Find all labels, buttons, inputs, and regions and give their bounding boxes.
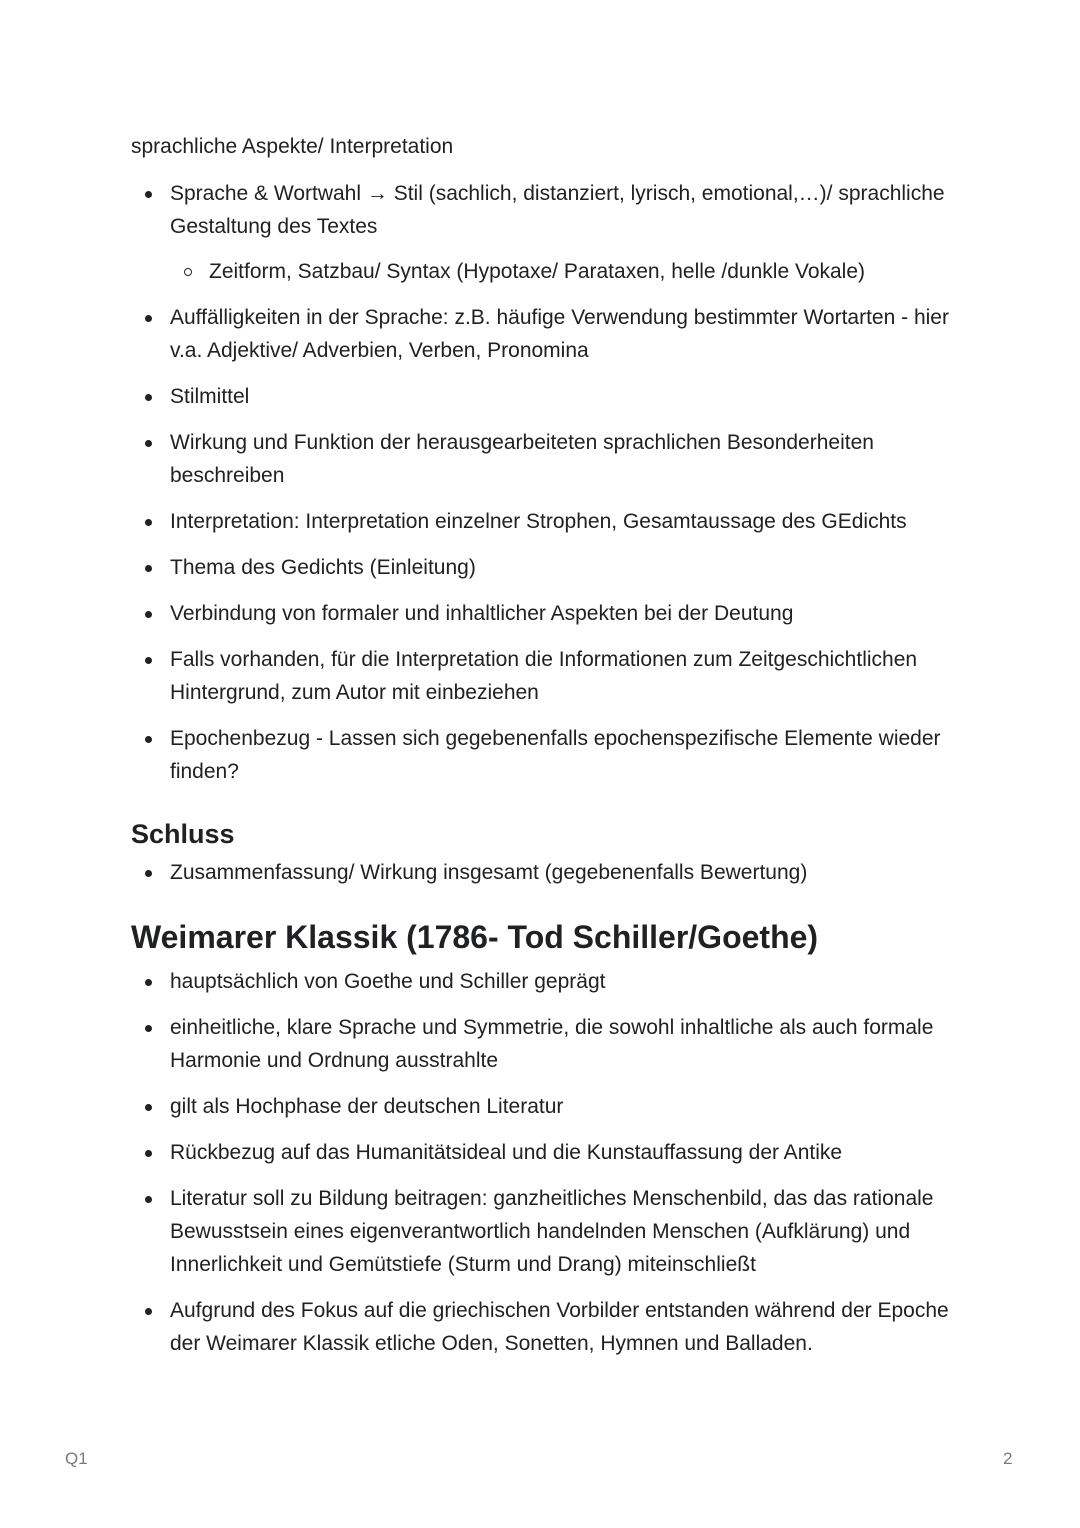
footer-label: Q1 <box>65 1449 88 1468</box>
list-item: Aufgrund des Fokus auf die griechischen Vorbilder entstanden während der Epoche der Weimarer Klassik etliche Oden, Sonetten, Hymnen und Balladen. <box>131 1294 961 1360</box>
schluss-heading: Schluss <box>131 819 235 849</box>
page-number: 2 <box>1003 1449 1013 1468</box>
aspects-list <box>131 177 961 788</box>
schluss-list <box>131 856 961 889</box>
list-item <box>131 177 961 288</box>
list-item: Wirkung und Funktion der herausgearbeiteten sprachlichen Besonderheiten beschreiben <box>131 426 961 492</box>
list-item: Stilmittel <box>131 380 961 413</box>
page-content <box>131 130 961 1373</box>
list-item: gilt als Hochphase der deutschen Literatur <box>131 1090 961 1123</box>
list-item: Zusammenfassung/ Wirkung insgesamt (gegebenenfalls Bewertung) <box>131 856 961 889</box>
subsection-intro: sprachliche Aspekte/ Interpretation <box>131 135 454 158</box>
klassik-list <box>131 965 961 1360</box>
list-item: einheitliche, klare Sprache und Symmetrie, die sowohl inhaltliche als auch formale Harmonie und Ordnung ausstrahlte <box>131 1011 961 1077</box>
list-item: Literatur soll zu Bildung beitragen: ganzheitliches Menschenbild, das das rationale Bewusstsein eines eigenverantwortlich handelnden Menschen (Aufklärung) und Innerlichkeit und Gemütstiefe (Sturm und Drang) miteinschließt <box>131 1182 961 1281</box>
list-item: Thema des Gedichts (Einleitung) <box>131 551 961 584</box>
list-item: Epochenbezug - Lassen sich gegebenenfalls epochenspezifische Elemente wieder finden? <box>131 722 961 788</box>
sub-list-item: Zeitform, Satzbau/ Syntax (Hypotaxe/ Parataxen, helle /dunkle Vokale) <box>170 255 961 288</box>
klassik-heading: Weimarer Klassik (1786- Tod Schiller/Goethe) <box>131 919 819 955</box>
list-item: Verbindung von formaler und inhaltlicher Aspekten bei der Deutung <box>131 597 961 630</box>
list-item: Rückbezug auf das Humanitätsideal und die Kunstauffassung der Antike <box>131 1136 961 1169</box>
list-item: Auffälligkeiten in der Sprache: z.B. häufige Verwendung bestimmter Wortarten - hier v.a. Adjektive/ Adverbien, Verben, Pronomina <box>131 301 961 367</box>
list-item: Falls vorhanden, für die Interpretation die Informationen zum Zeitgeschichtlichen Hintergrund, zum Autor mit einbeziehen <box>131 643 961 709</box>
list-item: Interpretation: Interpretation einzelner Strophen, Gesamtaussage des GEdichts <box>131 505 961 538</box>
sub-list <box>170 255 961 288</box>
list-item-text: Sprache & Wortwahl → Stil (sachlich, distanziert, lyrisch, emotional,…)/ sprachliche Gestaltung des Textes <box>170 182 945 238</box>
list-item: hauptsächlich von Goethe und Schiller geprägt <box>131 965 961 998</box>
